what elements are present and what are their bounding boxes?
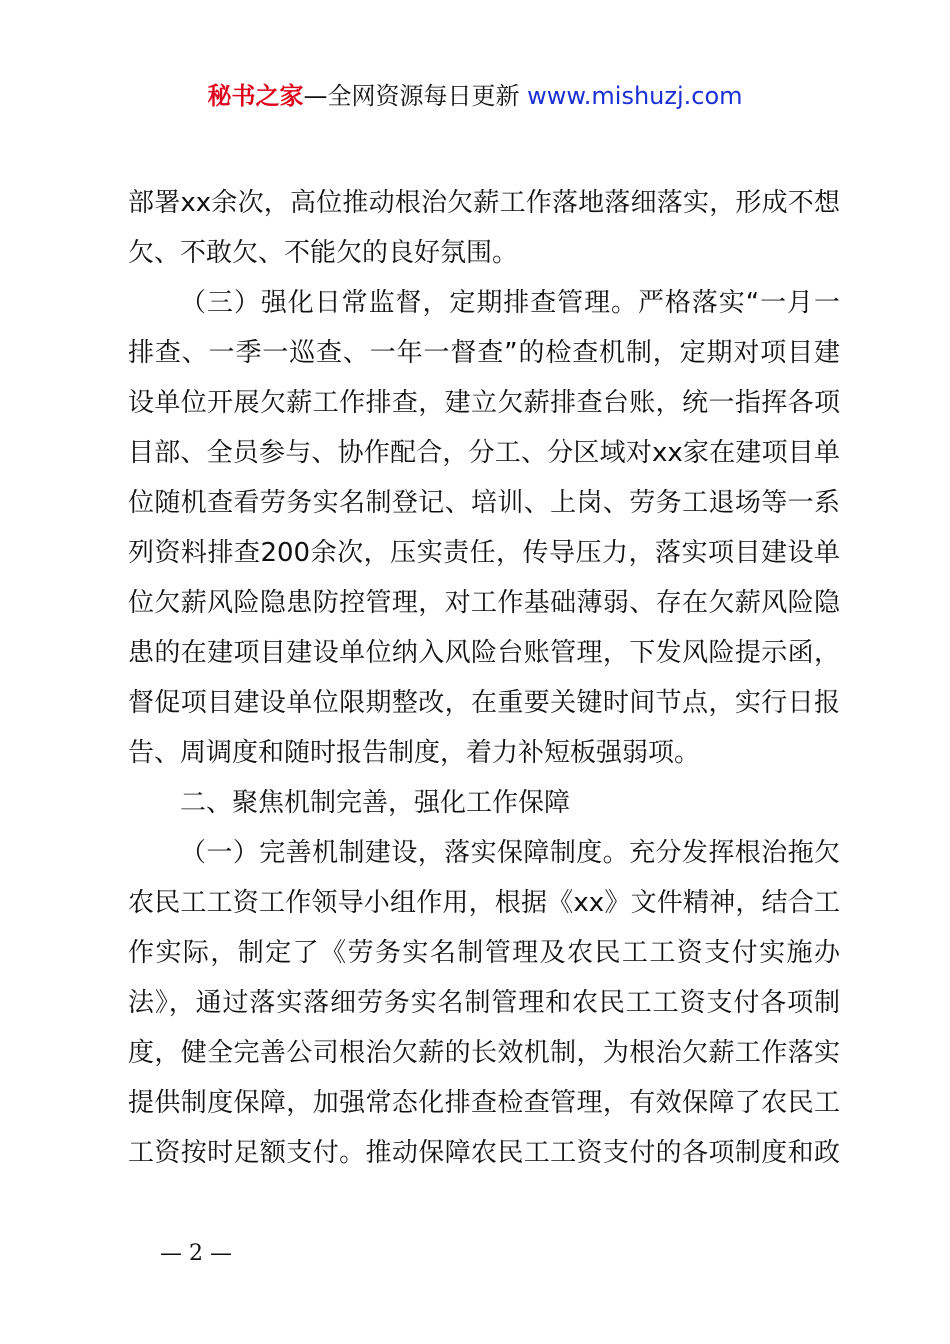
- section-heading-line: （一）完善机制建设，落实保障制度。充分发挥根治拖欠: [180, 838, 840, 868]
- body-line: 设单位开展欠薪工作排查，建立欠薪排查台账，统一指挥各项: [128, 388, 840, 418]
- body-line: 目部、全员参与、协作配合，分工、分区域对xx家在建项目单: [128, 438, 840, 468]
- site-url-link[interactable]: www.mishuzj.com: [527, 82, 743, 110]
- body-line: 作实际，制定了《劳务实名制管理及农民工工资支付实施办: [128, 938, 840, 968]
- site-banner: [0, 80, 950, 112]
- body-line: 度，健全完善公司根治欠薪的长效机制，为根治欠薪工作落实: [128, 1038, 840, 1068]
- banner-tagline: —全网资源每日更新: [303, 82, 528, 110]
- body-line: 农民工工资工作领导小组作用，根据《xx》文件精神，结合工: [128, 888, 840, 918]
- body-line: 位欠薪风险隐患防控管理，对工作基础薄弱、存在欠薪风险隐: [128, 588, 840, 618]
- body-line: 部署xx余次，高位推动根治欠薪工作落地落细落实，形成不想: [128, 188, 840, 218]
- body-line: 欠、不敢欠、不能欠的良好氛围。: [128, 238, 519, 268]
- chapter-heading: 二、聚焦机制完善，强化工作保障: [180, 788, 571, 818]
- body-line: 排查、一季一巡查、一年一督查”的检查机制，定期对项目建: [128, 338, 840, 368]
- body-line: 位随机查看劳务实名制登记、培训、上岗、劳务工退场等一系: [128, 488, 840, 518]
- body-line: 督促项目建设单位限期整改，在重要关键时间节点，实行日报: [128, 688, 840, 718]
- body-line: 工资按时足额支付。推动保障农民工工资支付的各项制度和政: [128, 1138, 840, 1168]
- body-line: 告、周调度和随时报告制度，着力补短板强弱项。: [128, 738, 701, 768]
- body-line: 法》，通过落实落细劳务实名制管理和农民工工资支付各项制: [128, 988, 840, 1018]
- body-line: 列资料排查200余次，压实责任，传导压力，落实项目建设单: [128, 538, 840, 568]
- brand-name: 秘书之家: [207, 82, 304, 110]
- page-number: — 2 —: [160, 1241, 232, 1266]
- body-line: 患的在建项目建设单位纳入风险台账管理，下发风险提示函，: [128, 638, 840, 668]
- body-line: 提供制度保障，加强常态化排查检查管理，有效保障了农民工: [128, 1088, 840, 1118]
- section-heading-line: （三）强化日常监督，定期排查管理。严格落实“一月一: [180, 288, 840, 318]
- document-body: [128, 178, 840, 1178]
